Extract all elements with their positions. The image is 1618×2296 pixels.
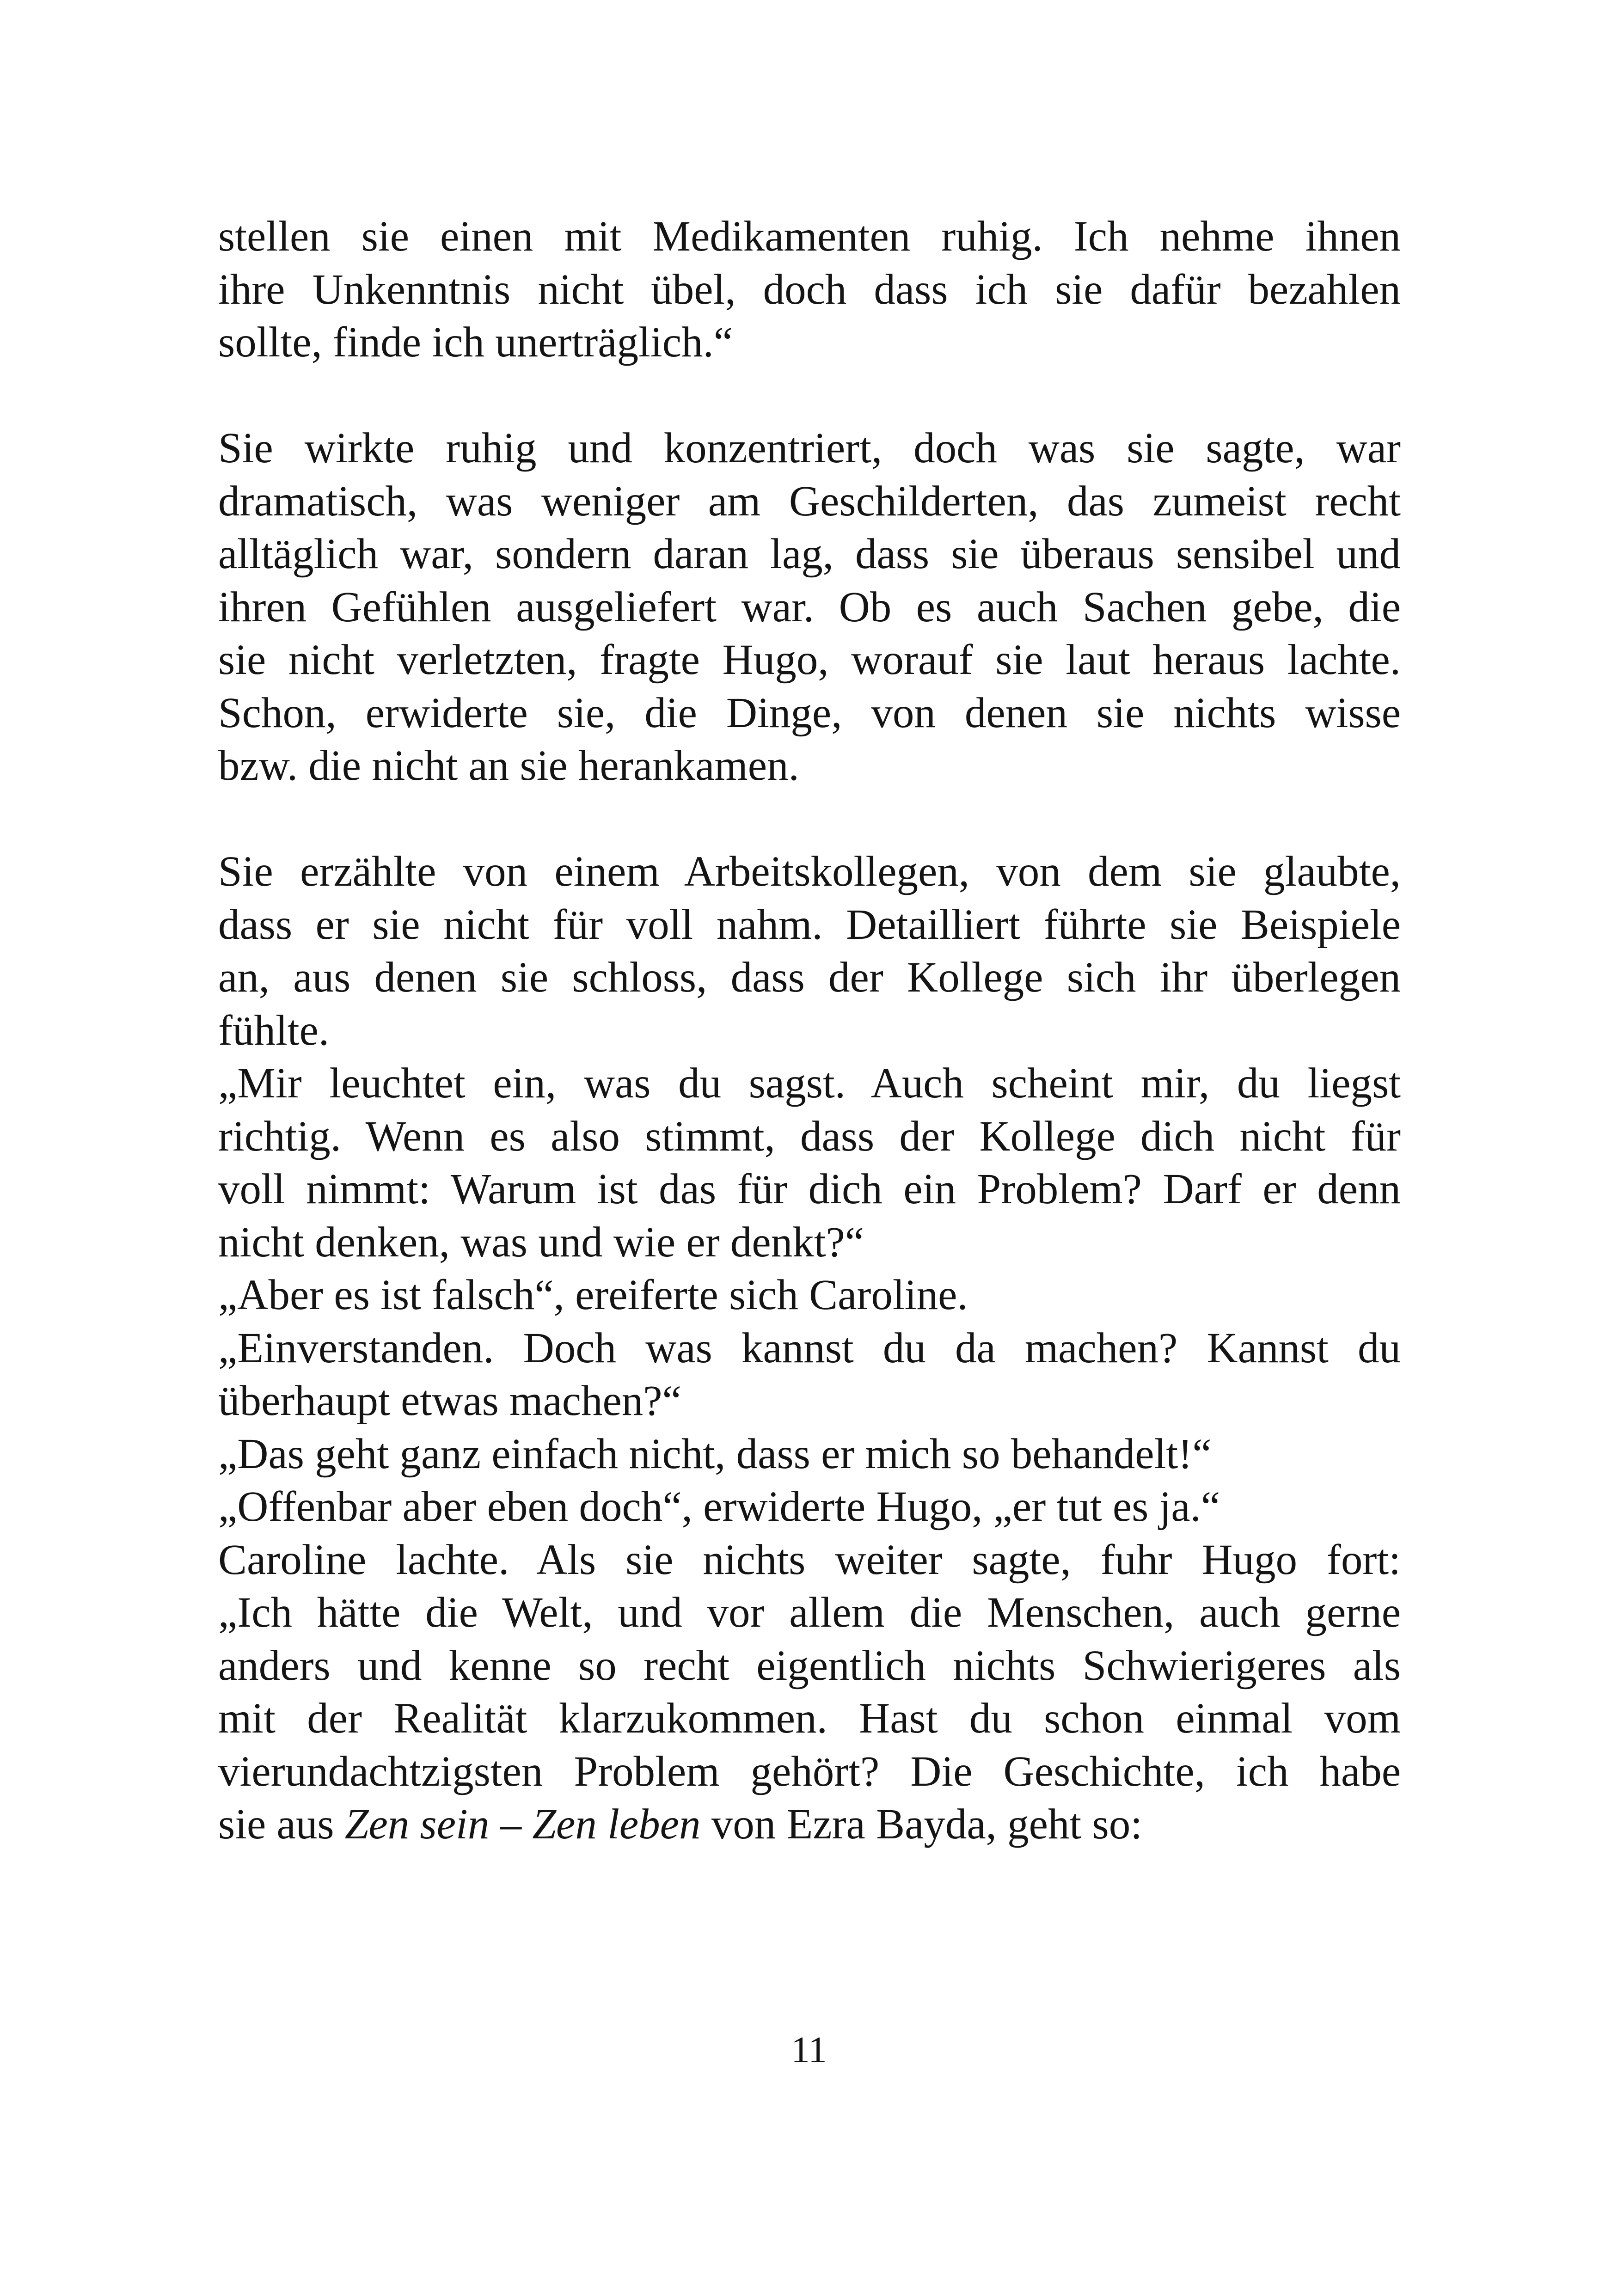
text-line: dass er sie nicht für voll nahm. Detailliert führte sie Beispiele (218, 900, 1401, 949)
text-line: vierundachtzigsten Problem gehört? Die Geschichte, ich habe (218, 1747, 1401, 1795)
text-line: ihre Unkenntnis nicht übel, doch dass ich sie dafür bezahlen (218, 265, 1401, 313)
text-line: dramatisch, was weniger am Geschilderten, das zumeist recht (218, 477, 1401, 525)
text-segment: sie aus (218, 1800, 345, 1848)
dialogue-paragraph (218, 1269, 1401, 1322)
text-line: Schon, erwiderte sie, die Dinge, von denen sie nichts wisse (218, 689, 1401, 737)
text-line: bzw. die nicht an sie herankamen. (218, 742, 799, 790)
text-line: voll nimmt: Warum ist das für dich ein Problem? Darf er denn (218, 1165, 1401, 1213)
text-line: anders und kenne so recht eigentlich nichts Schwierigeres als (218, 1641, 1401, 1690)
text-line: „Offenbar aber eben doch“, erwiderte Hugo, „er tut es ja.“ (218, 1483, 1220, 1531)
text-line: stellen sie einen mit Medikamenten ruhig. Ich nehme ihnen (218, 213, 1401, 260)
text-line: „Das geht ganz einfach nicht, dass er mich so behandelt!“ (218, 1430, 1212, 1478)
body-text (218, 210, 1401, 1851)
text-line-with-book-title (218, 1798, 1401, 1851)
text-line: an, aus denen sie schloss, dass der Kollege sich ihr überlegen (218, 954, 1401, 1001)
text-line: sie nicht verletzten, fragte Hugo, worauf sie laut heraus lachte. (218, 636, 1401, 684)
dialogue-paragraph (218, 1481, 1401, 1534)
paragraph (218, 845, 1401, 1057)
text-line: sollte, finde ich unerträglich.“ (218, 318, 733, 366)
page-number: 11 (791, 2030, 827, 2070)
text-line: Caroline lachte. Als sie nichts weiter sagte, fuhr Hugo fort: (218, 1536, 1401, 1584)
text-line: überhaupt etwas machen?“ (218, 1377, 681, 1425)
text-line: richtig. Wenn es also stimmt, dass der Kollege dich nicht für (218, 1112, 1401, 1160)
text-line: Sie wirkte ruhig und konzentriert, doch was sie sagte, war (218, 424, 1401, 472)
text-line: nicht denken, was und wie er denkt?“ (218, 1218, 864, 1266)
dialogue-paragraph (218, 1057, 1401, 1269)
text-line: „Ich hätte die Welt, und vor allem die Menschen, auch gerne (218, 1589, 1401, 1636)
text-line: Sie erzählte von einem Arbeitskollegen, von dem sie glaubte, (218, 848, 1401, 895)
text-line: „Aber es ist falsch“, ereiferte sich Caroline. (218, 1271, 968, 1319)
text-segment: von Ezra Bayda, geht so: (700, 1800, 1143, 1848)
paragraph (218, 210, 1401, 369)
paragraph (218, 422, 1401, 793)
text-line: „Einverstanden. Doch was kannst du da machen? Kannst du (218, 1324, 1401, 1372)
text-line: ihren Gefühlen ausgeliefert war. Ob es auch Sachen gebe, die (218, 583, 1401, 631)
text-line: „Mir leuchtet ein, was du sagst. Auch scheint mir, du liegst (218, 1059, 1401, 1107)
text-line: mit der Realität klarzukommen. Hast du schon einmal vom (218, 1695, 1401, 1742)
dialogue-paragraph (218, 1534, 1401, 1851)
text-line: fühlte. (218, 1006, 330, 1054)
text-line: alltäglich war, sondern daran lag, dass sie überaus sensibel und (218, 530, 1401, 578)
book-title: Zen sein – Zen leben (344, 1800, 701, 1848)
dialogue-paragraph (218, 1428, 1401, 1481)
dialogue-paragraph (218, 1322, 1401, 1428)
